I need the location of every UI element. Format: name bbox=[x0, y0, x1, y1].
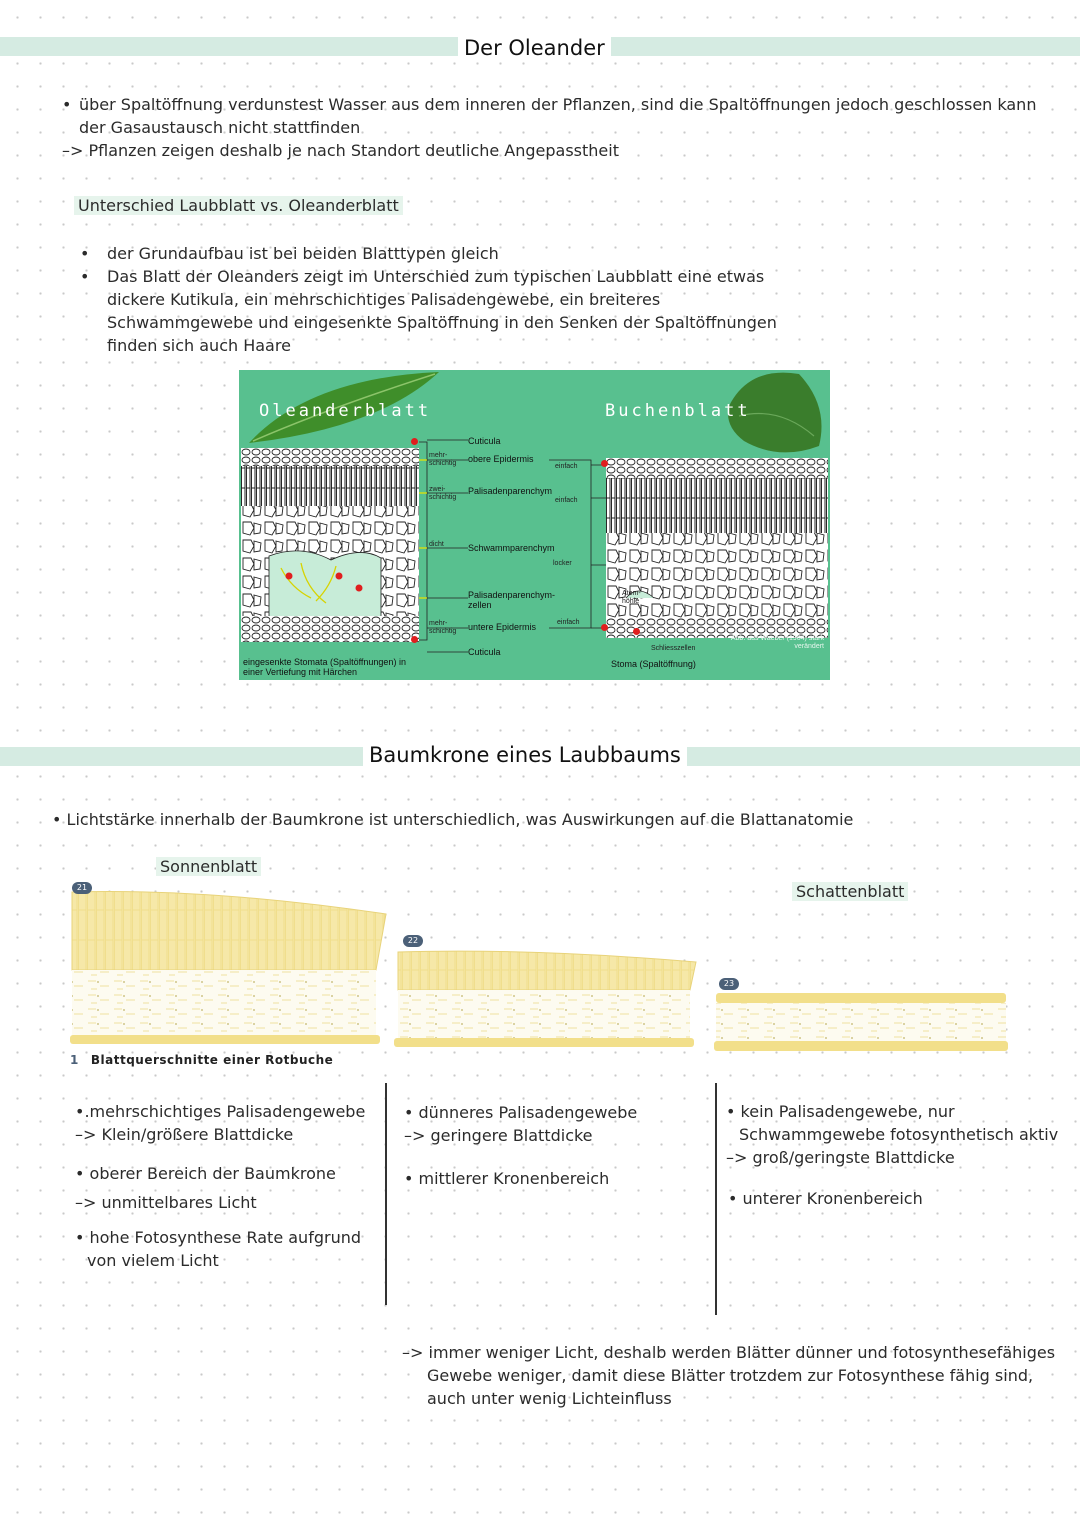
label-schwammparenchym: Schwammparenchym bbox=[468, 543, 555, 553]
tag-mehrschichtig-bottom: mehr-schichtig bbox=[429, 620, 457, 635]
tag-einfach-3: einfach bbox=[557, 619, 580, 626]
col-shade-line-3: –> groß/geringste Blattdicke bbox=[726, 1148, 955, 1167]
label-palisadenparenchym: Palisadenparenchym bbox=[468, 486, 553, 496]
subheading-laubblatt-vs-oleander: Unterschied Laubblatt vs. Oleanderblatt bbox=[74, 194, 403, 217]
leaf-comparison-figure bbox=[239, 370, 830, 680]
col-sun-line-3: • oberer Bereich der Baumkrone bbox=[75, 1164, 336, 1183]
caption-oleander-stomata: eingesenkte Stomata (Spaltöffnungen) in einer Vertiefung mit Härchen bbox=[243, 657, 406, 677]
figure-title-buche: Buchenblatt bbox=[605, 401, 751, 421]
marker-dot bbox=[411, 438, 418, 445]
intro-arrow-text: –> Pflanzen zeigen deshalb je nach Standort deutliche Angepasstheit bbox=[62, 141, 619, 160]
label-untere-epidermis: untere Epidermis bbox=[468, 622, 537, 632]
col-shade-line-1: • kein Palisadengewebe, nur bbox=[726, 1102, 955, 1121]
label-palisadenparenchymzellen: Palisadenparenchym-zellen bbox=[468, 590, 556, 610]
figure-caption-rotbuche: 1 Blattquerschnitte einer Rotbuche bbox=[70, 1053, 334, 1067]
col-sun-line-6: von vielem Licht bbox=[87, 1251, 219, 1270]
label-schattenblatt: Schattenblatt bbox=[792, 880, 908, 903]
conclusion-line-3: auch unter wenig Lichteinfluss bbox=[427, 1389, 672, 1408]
bullet-dot-icon: • bbox=[52, 810, 62, 829]
caption-number: 1 bbox=[70, 1053, 79, 1067]
comparison-bullet-1: • der Grundaufbau ist bei beiden Blatttypen gleich bbox=[80, 244, 499, 263]
figure-credit: Abb. aus Waeber (1904) stark verändert bbox=[730, 635, 824, 650]
baumkrone-intro: • Lichtstärke innerhalb der Baumkrone ist unterschiedlich, was Auswirkungen auf die Blattanatomie bbox=[52, 810, 854, 829]
col-mid-line-2: –> geringere Blattdicke bbox=[404, 1126, 593, 1145]
marker-dot bbox=[411, 636, 418, 643]
label-cuticula-bottom: Cuticula bbox=[468, 647, 501, 657]
col-sun-line-5: • hohe Fotosynthese Rate aufgrund bbox=[75, 1228, 361, 1247]
tag-zweischichtig: zwei-schichtig bbox=[429, 486, 457, 501]
col-shade-line-4: • unterer Kronenbereich bbox=[728, 1189, 923, 1208]
conclusion-line-2: Gewebe weniger, damit diese Blätter trotzdem zur Fotosynthese fähig sind, bbox=[427, 1366, 1034, 1385]
col-shade-line-2: Schwammgewebe fotosynthetisch aktiv bbox=[739, 1125, 1059, 1144]
marker-dot bbox=[633, 628, 640, 635]
leaf-cross-sections-drawing bbox=[60, 880, 1020, 1055]
tag-dicht: dicht bbox=[429, 541, 444, 548]
col-sun-line-1: •.mehrschichtiges Palisadengewebe bbox=[75, 1102, 366, 1121]
tag-einfach-2: einfach bbox=[555, 497, 578, 504]
section-title-oleander: Der Oleander bbox=[458, 34, 611, 62]
comparison-bullet-2: • Das Blatt der Oleanders zeigt im Unterschied zum typischen Laubblatt eine etwas dickere Kutikula, ein mehrschichtiges Palisadengewebe, ein breiteres Schwammgewebe und eingesenkte Spaltöffnung in den Senken der Spaltöffnungen finden sich auch Haare bbox=[80, 267, 777, 355]
tag-mehrschichtig-top: mehr-schichtig bbox=[429, 452, 457, 467]
column-divider bbox=[715, 1083, 717, 1315]
marker-dot bbox=[601, 624, 608, 631]
tag-locker: locker bbox=[553, 560, 572, 567]
figure-title-oleander: Oleanderblatt bbox=[259, 401, 432, 421]
intro-bullet: • über Spaltöffnung verdunstest Wasser aus dem inneren der Pflanzen, sind die Spaltöffnungen jedoch geschlossen kann der Gasaustausch nicht stattfinden bbox=[62, 95, 1037, 137]
bullet-dot-icon: • bbox=[80, 244, 90, 263]
badge-23: 23 bbox=[719, 978, 739, 990]
label-atemhoehle: Atem-höhle bbox=[622, 590, 641, 605]
connector-lines bbox=[239, 370, 830, 680]
label-sonnenblatt: Sonnenblatt bbox=[156, 855, 261, 878]
marker-dot bbox=[601, 460, 608, 467]
caption-beech-stoma: Stoma (Spaltöffnung) bbox=[611, 659, 696, 669]
col-sun-line-4: –> unmittelbares Licht bbox=[75, 1193, 257, 1212]
section-title-baumkrone: Baumkrone eines Laubbaums bbox=[363, 741, 687, 769]
bullet-dot-icon: • bbox=[80, 267, 90, 286]
column-divider bbox=[385, 1083, 387, 1305]
col-mid-line-3: • mittlerer Kronenbereich bbox=[404, 1169, 610, 1188]
col-sun-line-2: –> Klein/größere Blattdicke bbox=[75, 1125, 294, 1144]
badge-22: 22 bbox=[403, 935, 423, 947]
label-obere-epidermis: obere Epidermis bbox=[468, 454, 534, 464]
label-cuticula-top: Cuticula bbox=[468, 436, 501, 446]
bullet-dot-icon: • bbox=[62, 95, 72, 114]
badge-21: 21 bbox=[72, 882, 92, 894]
col-mid-line-1: • dünneres Palisadengewebe bbox=[404, 1103, 638, 1122]
conclusion-line-1: –> immer weniger Licht, deshalb werden Blätter dünner und fotosynthesefähiges bbox=[402, 1343, 1056, 1362]
tag-einfach-1: einfach bbox=[555, 463, 578, 470]
label-schliesszellen: Schliesszellen bbox=[651, 645, 696, 652]
